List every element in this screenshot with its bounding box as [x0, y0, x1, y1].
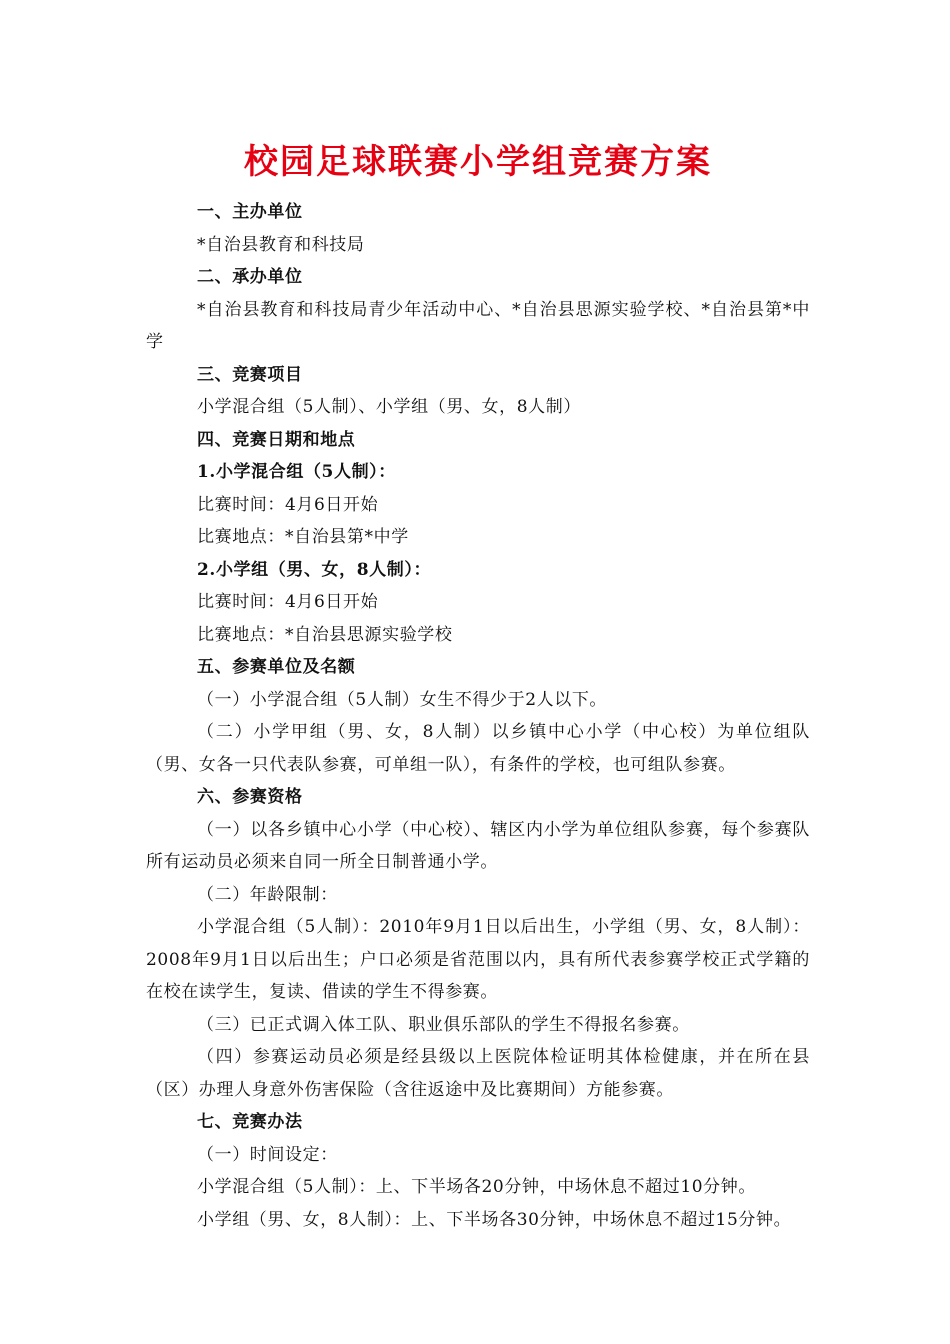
paragraph: （二）年龄限制：: [197, 884, 338, 905]
sub-heading: 2.小学组（男、女，8人制）：: [197, 559, 432, 580]
paragraph: 比赛时间：4月6日开始: [197, 592, 379, 612]
paragraph: 小学组（男、女，8人制）：上、下半场各30分钟，中场休息不超过15分钟。: [197, 1209, 792, 1230]
section-heading: 四、竞赛日期和地点: [197, 429, 356, 450]
section-heading: 五、参赛单位及名额: [197, 657, 356, 677]
paragraph: （三）已正式调入体工队、职业俱乐部队的学生不得报名参赛。: [197, 1014, 690, 1035]
paragraph: （四）参赛运动员必须是经县级以上医院体检证明其体检健康，并在所在县（区）办理人身意外伤害保险（含往返途中及比赛期间）方能参赛。: [146, 1047, 810, 1100]
paragraph: 比赛地点：*自治县第*中学: [197, 527, 409, 547]
paragraph: *自治县教育和科技局: [197, 234, 365, 255]
paragraph: *自治县教育和科技局青少年活动中心、*自治县思源实验学校、*自治县第*中学: [146, 299, 810, 352]
paragraph: （二）小学甲组（男、女，8人制）以乡镇中心小学（中心校）为单位组队（男、女各一只代表队参赛，可单组一队），有条件的学校，也可组队参赛。: [146, 722, 810, 775]
document-body: [146, 196, 810, 1236]
section-heading: 一、主办单位: [197, 202, 303, 222]
section-heading: 三、竞赛项目: [197, 364, 303, 385]
paragraph: （一）时间设定：: [197, 1144, 338, 1165]
paragraph: （一）以各乡镇中心小学（中心校）、辖区内小学为单位组队参赛，每个参赛队所有运动员必须来自同一所全日制普通小学。: [146, 819, 810, 872]
paragraph: 小学混合组（5人制）：2010年9月1日以后出生，小学组（男、女，8人制）：2008年9月1日以后出生；户口必须是省范围以内，具有所代表参赛学校正式学籍的在校在读学生，复读、借读的学生不得参赛。: [146, 917, 810, 1002]
section-heading: 六、参赛资格: [197, 787, 303, 807]
paragraph: 比赛时间：4月6日开始: [197, 494, 379, 515]
document-title: 校园足球联赛小学组竞赛方案: [244, 142, 712, 182]
section-heading: 二、承办单位: [197, 267, 303, 287]
section-heading: 七、竞赛办法: [197, 1112, 303, 1132]
paragraph: 小学混合组（5人制）：上、下半场各20分钟，中场休息不超过10分钟。: [197, 1177, 756, 1197]
paragraph: （一）小学混合组（5人制）女生不得少于2人以下。: [197, 689, 608, 710]
paragraph: 比赛地点：*自治县思源实验学校: [197, 624, 453, 645]
sub-heading: 1.小学混合组（5人制）：: [197, 462, 396, 482]
paragraph: 小学混合组（5人制）、小学组（男、女，8人制）: [197, 397, 581, 417]
